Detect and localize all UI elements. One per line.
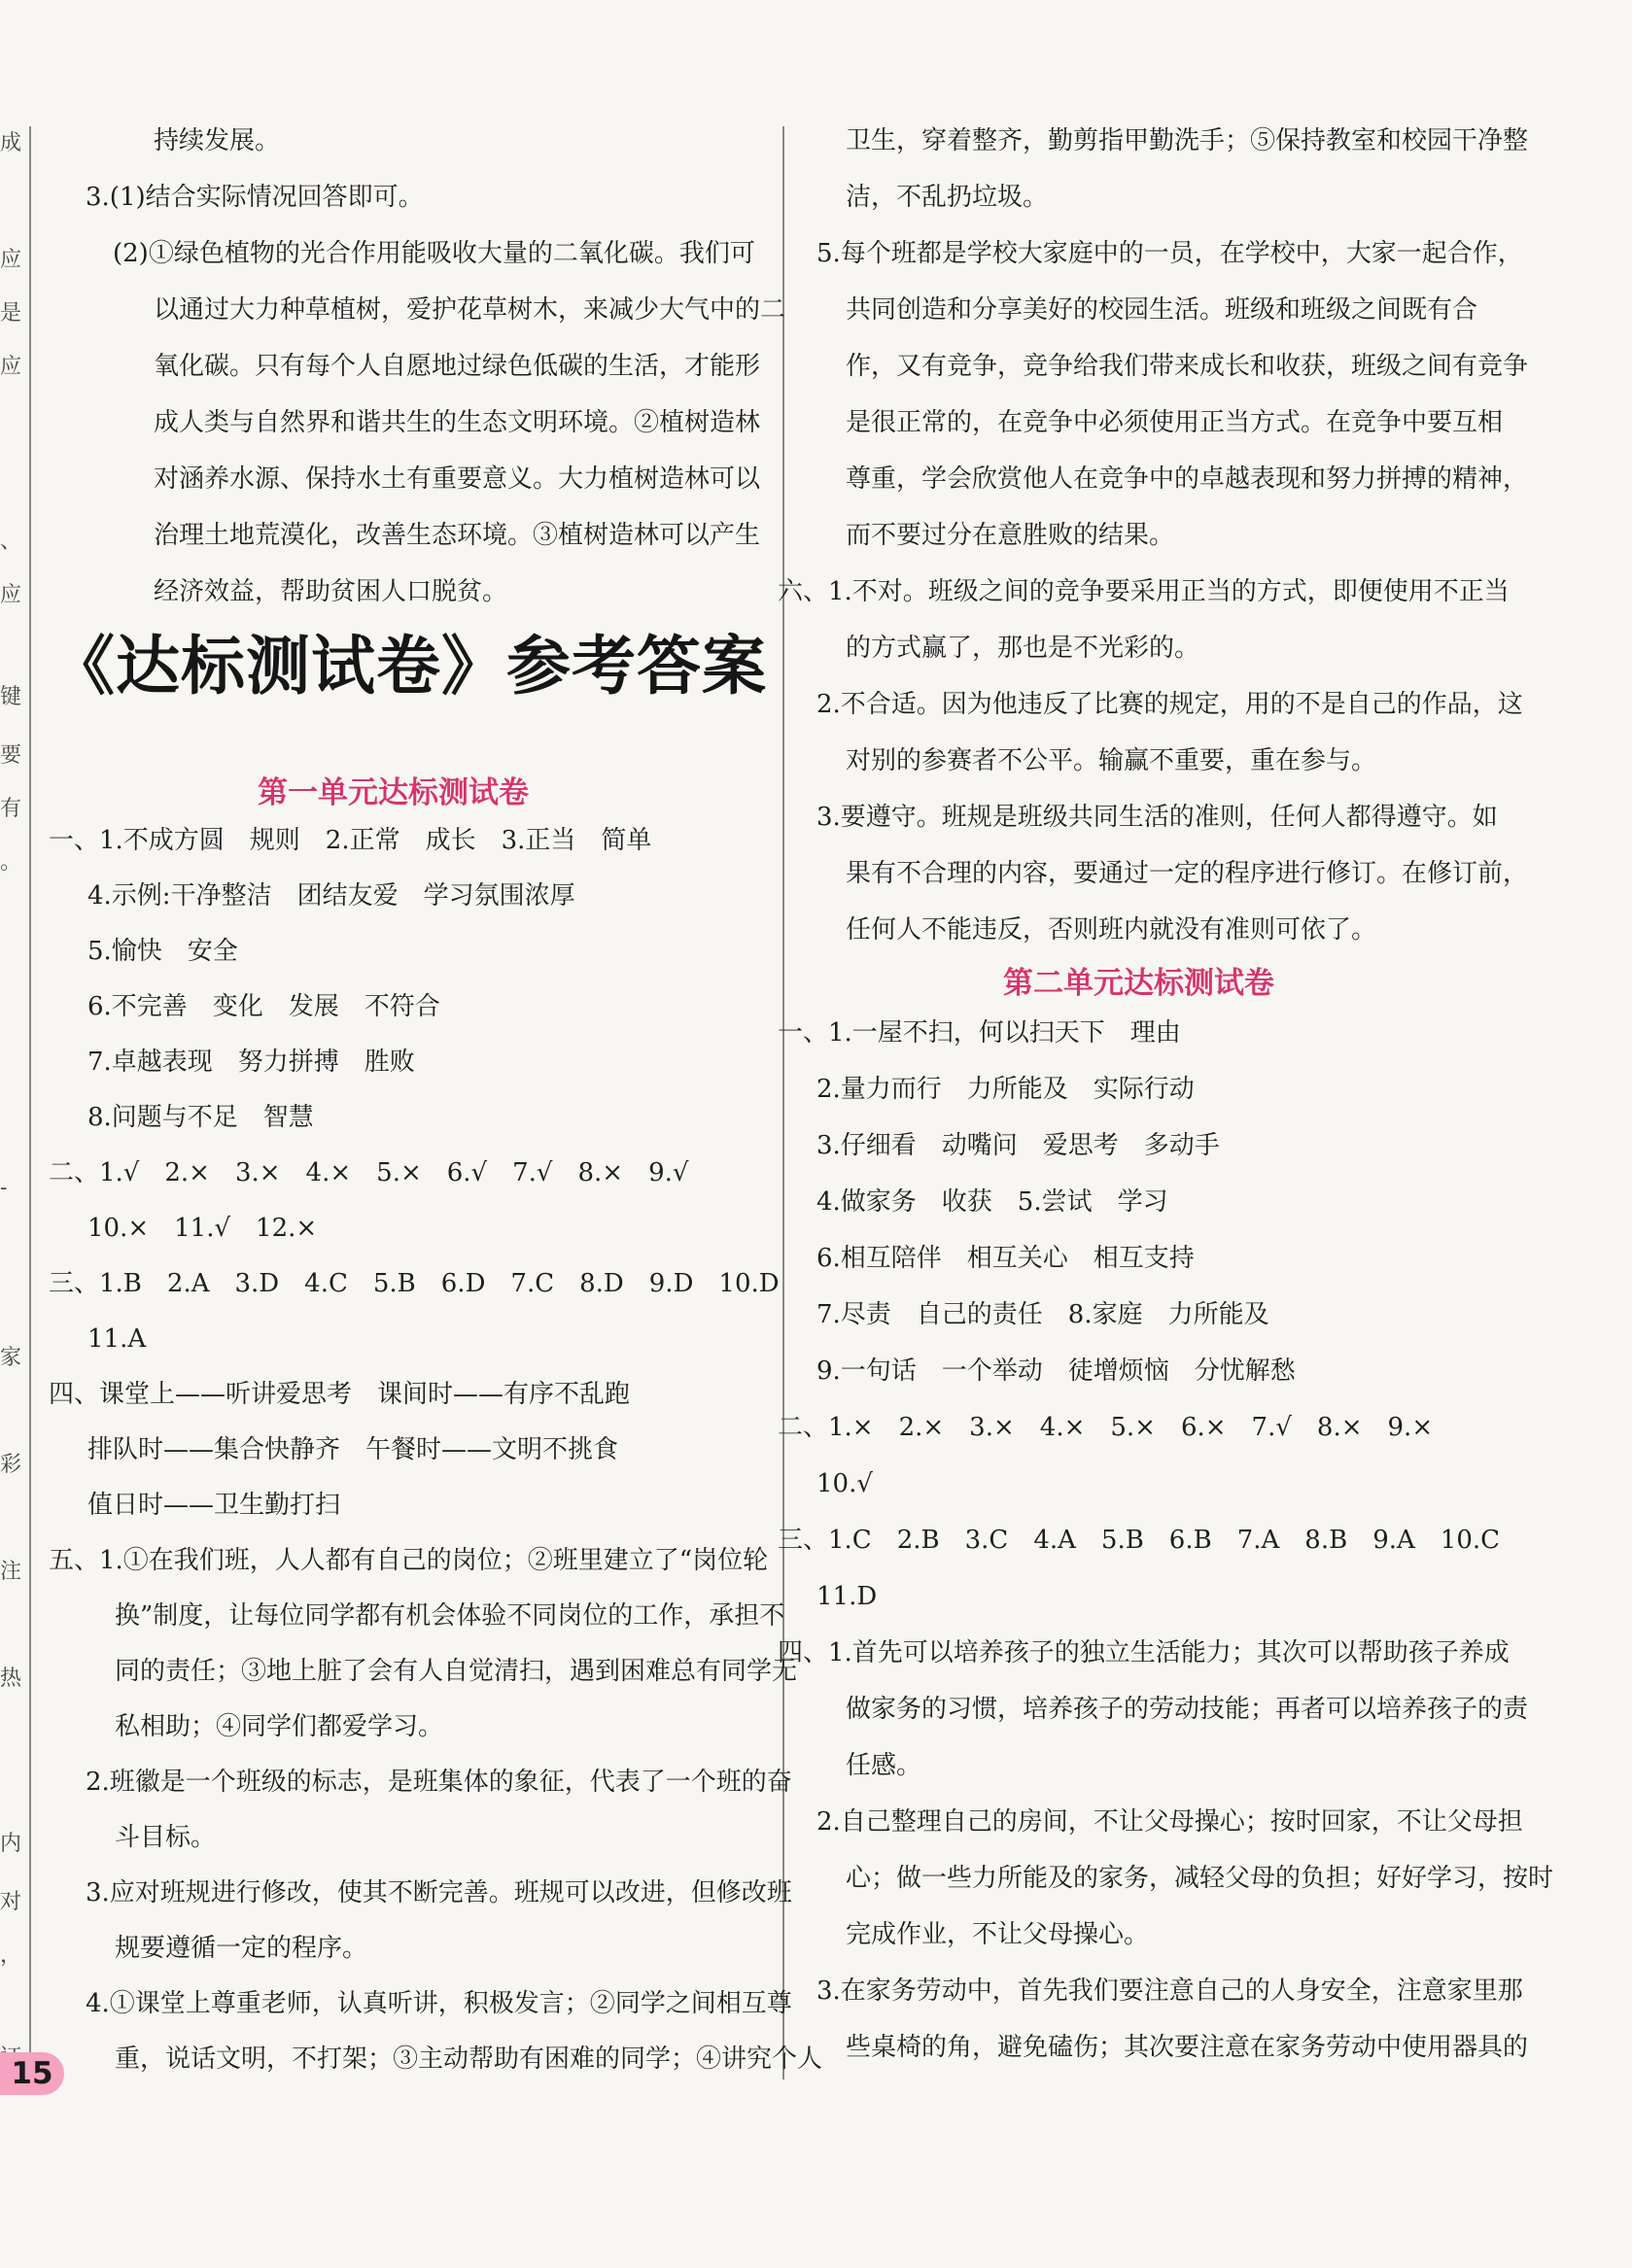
- answer-line: 6.相互陪伴 相互关心 相互支持: [816, 1244, 1195, 1273]
- text-line: 成人类与自然界和谐共生的生态文明环境。②植树造林: [154, 408, 761, 437]
- edge-char: 家: [0, 1346, 22, 1370]
- text-line: 任何人不能违反，否则班内就没有准则可依了。: [846, 915, 1377, 945]
- text-line: 是很正常的，在竞争中必须使用正当方式。在竞争中要互相: [846, 408, 1504, 437]
- text-line: (2)①绿色植物的光合作用能吸收大量的二氧化碳。我们可: [113, 239, 755, 268]
- text-line: 对涵养水源、保持水土有重要意义。大力植树造林可以: [154, 464, 761, 494]
- text-line: 果有不合理的内容，要通过一定的程序进行修订。在修订前，: [846, 859, 1529, 888]
- answer-line: 11.A: [87, 1324, 147, 1354]
- text-line: 而不要过分在意胜败的结果。: [846, 521, 1175, 550]
- edge-char: 成: [0, 131, 22, 155]
- answer-line: 10.√: [816, 1469, 873, 1498]
- answer-line: 3.应对班规进行修改，使其不断完善。班规可以改进，但修改班: [86, 1878, 792, 1907]
- answer-line: 4.①课堂上尊重老师，认真听讲，积极发言；②同学之间相互尊: [86, 1989, 792, 2018]
- text-line: 六、1.不对。班级之间的竞争要采用正当的方式，即便使用不正当: [778, 577, 1510, 606]
- text-line: 经济效益，帮助贫困人口脱贫。: [154, 577, 508, 606]
- edge-char: 彩: [0, 1453, 22, 1477]
- text-line: 共同创造和分享美好的校园生活。班级和班级之间既有合: [846, 295, 1478, 325]
- answer-line: 7.卓越表现 努力拼搏 胜败: [87, 1048, 415, 1077]
- edge-char: 内: [0, 1832, 22, 1856]
- answer-line: 2.班徽是一个班级的标志，是班集体的象征，代表了一个班的奋: [86, 1768, 792, 1797]
- text-line: 2.不合适。因为他违反了比赛的规定，用的不是自己的作品，这: [816, 690, 1523, 719]
- answer-line: 任感。: [846, 1751, 922, 1780]
- main-heading: 《达标测试卷》参考答案: [51, 629, 767, 704]
- edge-char: -: [0, 1176, 8, 1200]
- answer-line: 四、课堂上——听讲爱思考 课间时——有序不乱跑: [49, 1380, 631, 1409]
- answer-line: 完成作业，不让父母操心。: [846, 1920, 1150, 1949]
- answer-line: 做家务的习惯，培养孩子的劳动技能；再者可以培养孩子的责: [846, 1695, 1529, 1724]
- answer-line: 值日时——卫生勤打扫: [87, 1491, 341, 1520]
- answer-line: 二、1.× 2.× 3.× 4.× 5.× 6.× 7.√ 8.× 9.×: [778, 1413, 1434, 1442]
- answer-line: 一、1.一屋不扫，何以扫天下 理由: [778, 1018, 1181, 1048]
- answer-line: 4.做家务 收获 5.尝试 学习: [816, 1187, 1168, 1217]
- answer-line: 规要遵循一定的程序。: [115, 1934, 368, 1963]
- answer-line: 3.在家务劳动中，首先我们要注意自己的人身安全，注意家里那: [816, 1976, 1523, 2006]
- answer-line: 7.尽责 自己的责任 8.家庭 力所能及: [816, 1300, 1269, 1329]
- edge-char: 键: [0, 685, 22, 709]
- text-line: 洁，不乱扔垃圾。: [846, 183, 1049, 212]
- answer-line: 6.不完善 变化 发展 不符合: [87, 992, 440, 1021]
- answer-line: 同的责任；③地上脏了会有人自觉清扫，遇到困难总有同学无: [115, 1657, 798, 1686]
- edge-char: 。: [0, 850, 22, 875]
- answer-line: 重，说话文明，不打架；③主动帮助有困难的同学；④讲究个人: [115, 2045, 823, 2074]
- text-line: 3.(1)结合实际情况回答即可。: [86, 183, 424, 212]
- text-line: 以通过大力种草植树，爱护花草树木，来减少大气中的二: [154, 295, 786, 325]
- text-line: 作，又有竞争，竞争给我们带来成长和收获，班级之间有竞争: [846, 352, 1529, 381]
- answer-line: 11.D: [816, 1582, 878, 1611]
- text-line: 尊重，学会欣赏他人在竞争中的卓越表现和努力拼搏的精神，: [846, 464, 1529, 494]
- text-line: 治理土地荒漠化，改善生态环境。③植树造林可以产生: [154, 521, 761, 550]
- edge-char: 应: [0, 248, 22, 272]
- answer-line: 2.量力而行 力所能及 实际行动: [816, 1075, 1195, 1104]
- answer-line: 2.自己整理自己的房间，不让父母操心；按时回家，不让父母担: [816, 1807, 1523, 1837]
- answer-line: 心；做一些力所能及的家务，减轻父母的负担；好好学习，按时: [846, 1864, 1554, 1893]
- answer-line: 排队时——集合快静齐 午餐时——文明不挑食: [87, 1435, 619, 1464]
- answer-line: 换”制度，让每位同学都有机会体验不同岗位的工作，承担不: [115, 1601, 785, 1631]
- answer-line: 9.一句话 一个举动 徒增烦恼 分忧解愁: [816, 1357, 1296, 1386]
- text-line: 氧化碳。只有每个人自愿地过绿色低碳的生活，才能形: [154, 352, 761, 381]
- edge-char: 是: [0, 301, 22, 326]
- answer-line: 3.仔细看 动嘴问 爱思考 多动手: [816, 1131, 1220, 1160]
- answer-line: 些桌椅的角，避免磕伤；其次要注意在家务劳动中使用器具的: [846, 2033, 1529, 2062]
- edge-char: ，: [0, 1943, 22, 1968]
- edge-char: 、: [0, 530, 22, 554]
- text-line: 对别的参赛者不公平。输赢不重要，重在参与。: [846, 746, 1377, 775]
- answer-line: 5.愉快 安全: [87, 937, 238, 966]
- answer-line: 四、1.首先可以培养孩子的独立生活能力；其次可以帮助孩子养成: [778, 1638, 1510, 1667]
- answer-line: 五、1.①在我们班，人人都有自己的岗位；②班里建立了“岗位轮: [49, 1546, 769, 1575]
- text-line: 持续发展。: [154, 126, 281, 155]
- text-line: 3.要遵守。班规是班级共同生活的准则，任何人都得遵守。如: [816, 803, 1498, 832]
- answer-line: 4.示例:干净整洁 团结友爱 学习氛围浓厚: [87, 881, 575, 911]
- answer-line: 三、1.B 2.A 3.D 4.C 5.B 6.D 7.C 8.D 9.D 10.D: [49, 1269, 780, 1298]
- answer-line: 10.× 11.√ 12.×: [87, 1214, 318, 1243]
- edge-char: 对: [0, 1890, 22, 1914]
- text-line: 5.每个班都是学校大家庭中的一员，在学校中，大家一起合作，: [816, 239, 1523, 268]
- edge-char: 要: [0, 743, 22, 768]
- edge-char: 有: [0, 797, 22, 821]
- text-line: 卫生，穿着整齐，勤剪指甲勤洗手；⑤保持教室和校园干净整: [846, 126, 1529, 155]
- unit1-title: 第一单元达标测试卷: [258, 775, 529, 810]
- answer-line: 三、1.C 2.B 3.C 4.A 5.B 6.B 7.A 8.B 9.A 10.C: [778, 1526, 1501, 1555]
- answer-line: 斗目标。: [115, 1823, 217, 1852]
- answer-line: 8.问题与不足 智慧: [87, 1103, 314, 1132]
- unit2-title: 第二单元达标测试卷: [1003, 966, 1274, 1001]
- answer-line: 一、1.不成方圆 规则 2.正常 成长 3.正当 简单: [49, 826, 652, 855]
- edge-char: 应: [0, 355, 22, 379]
- page-number: 15: [0, 2052, 64, 2095]
- answer-line: 私相助；④同学们都爱学习。: [115, 1712, 444, 1741]
- answer-line: 二、1.√ 2.× 3.× 4.× 5.× 6.√ 7.√ 8.× 9.√: [49, 1158, 689, 1187]
- left-margin-rule: [29, 126, 31, 2079]
- edge-char: 热: [0, 1667, 22, 1691]
- edge-char: 注: [0, 1560, 22, 1584]
- edge-char: 应: [0, 583, 22, 607]
- text-line: 的方式赢了，那也是不光彩的。: [846, 634, 1200, 663]
